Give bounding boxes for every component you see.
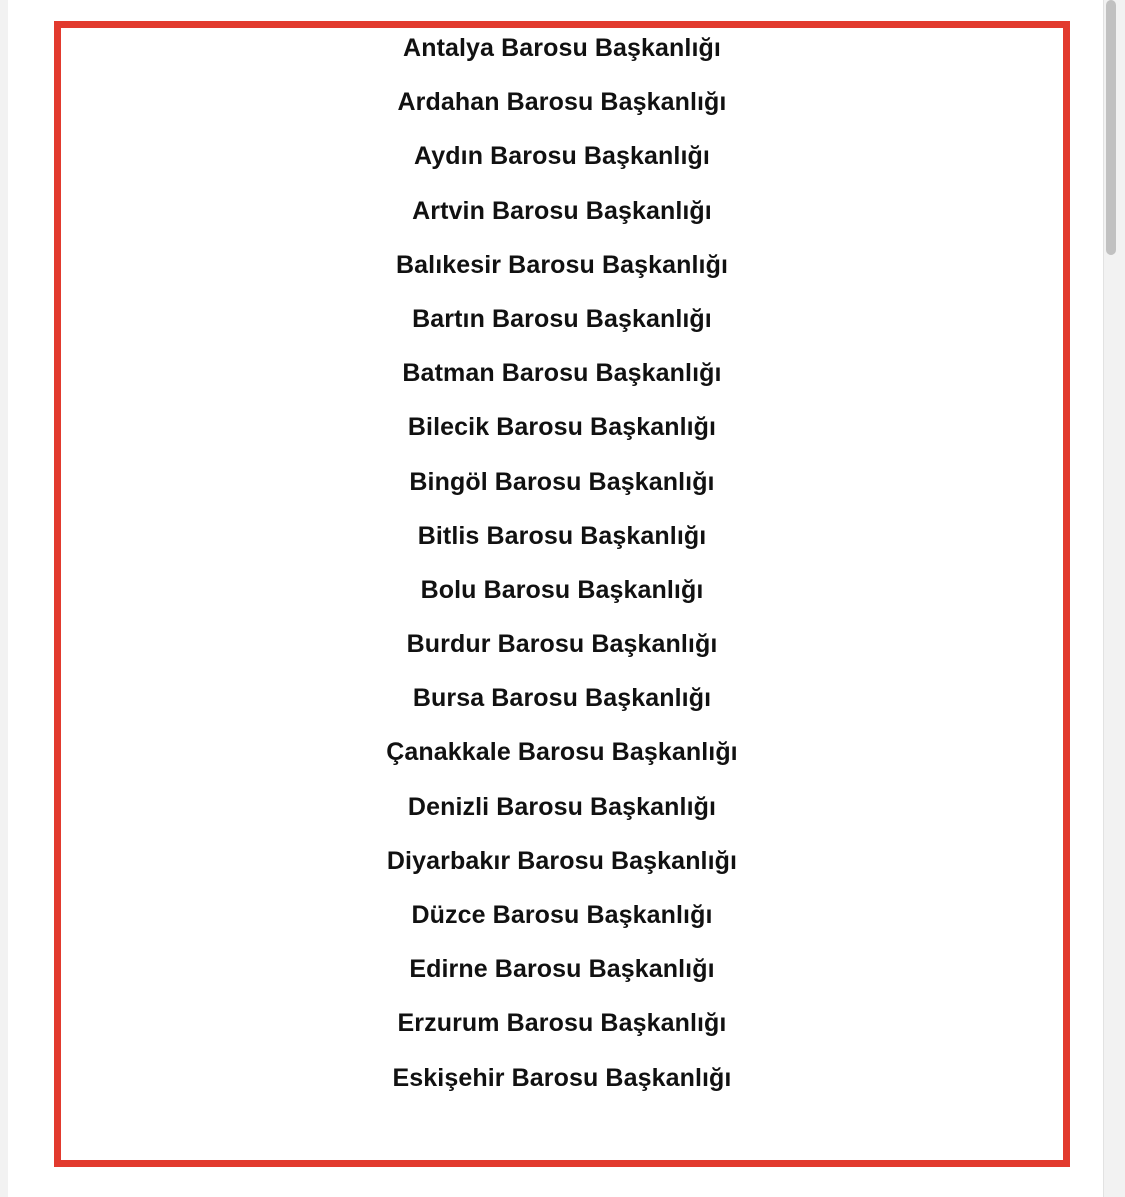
list-item: Bitlis Barosu Başkanlığı — [417, 521, 707, 550]
list-item: Edirne Barosu Başkanlığı — [409, 955, 715, 984]
list-item: Ardahan Barosu Başkanlığı — [397, 88, 727, 117]
list-item: Batman Barosu Başkanlığı — [402, 359, 722, 388]
list-item: Bolu Barosu Başkanlığı — [420, 575, 704, 604]
list-item: Aydın Barosu Başkanlığı — [414, 142, 710, 171]
list-item: Bursa Barosu Başkanlığı — [412, 684, 712, 713]
list-item: Artvin Barosu Başkanlığı — [412, 196, 712, 225]
list-item: Balıkesir Barosu Başkanlığı — [395, 250, 728, 279]
list-item: Bingöl Barosu Başkanlığı — [409, 467, 715, 496]
list-item: Eskişehir Barosu Başkanlığı — [392, 1063, 732, 1092]
list-item: Erzurum Barosu Başkanlığı — [397, 1009, 727, 1038]
list-item: Diyarbakır Barosu Başkanlığı — [386, 846, 738, 875]
list-item: Bilecik Barosu Başkanlığı — [407, 413, 717, 442]
list-item: Çanakkale Barosu Başkanlığı — [386, 738, 738, 767]
list-item: Burdur Barosu Başkanlığı — [406, 630, 718, 659]
list-item: Antalya Barosu Başkanlığı — [403, 34, 721, 62]
bar-association-list — [54, 21, 1070, 1105]
list-item: Denizli Barosu Başkanlığı — [407, 792, 717, 821]
list-item: Düzce Barosu Başkanlığı — [411, 901, 713, 929]
scrollbar-thumb[interactable] — [1106, 0, 1116, 255]
list-item: Bartın Barosu Başkanlığı — [412, 304, 712, 333]
